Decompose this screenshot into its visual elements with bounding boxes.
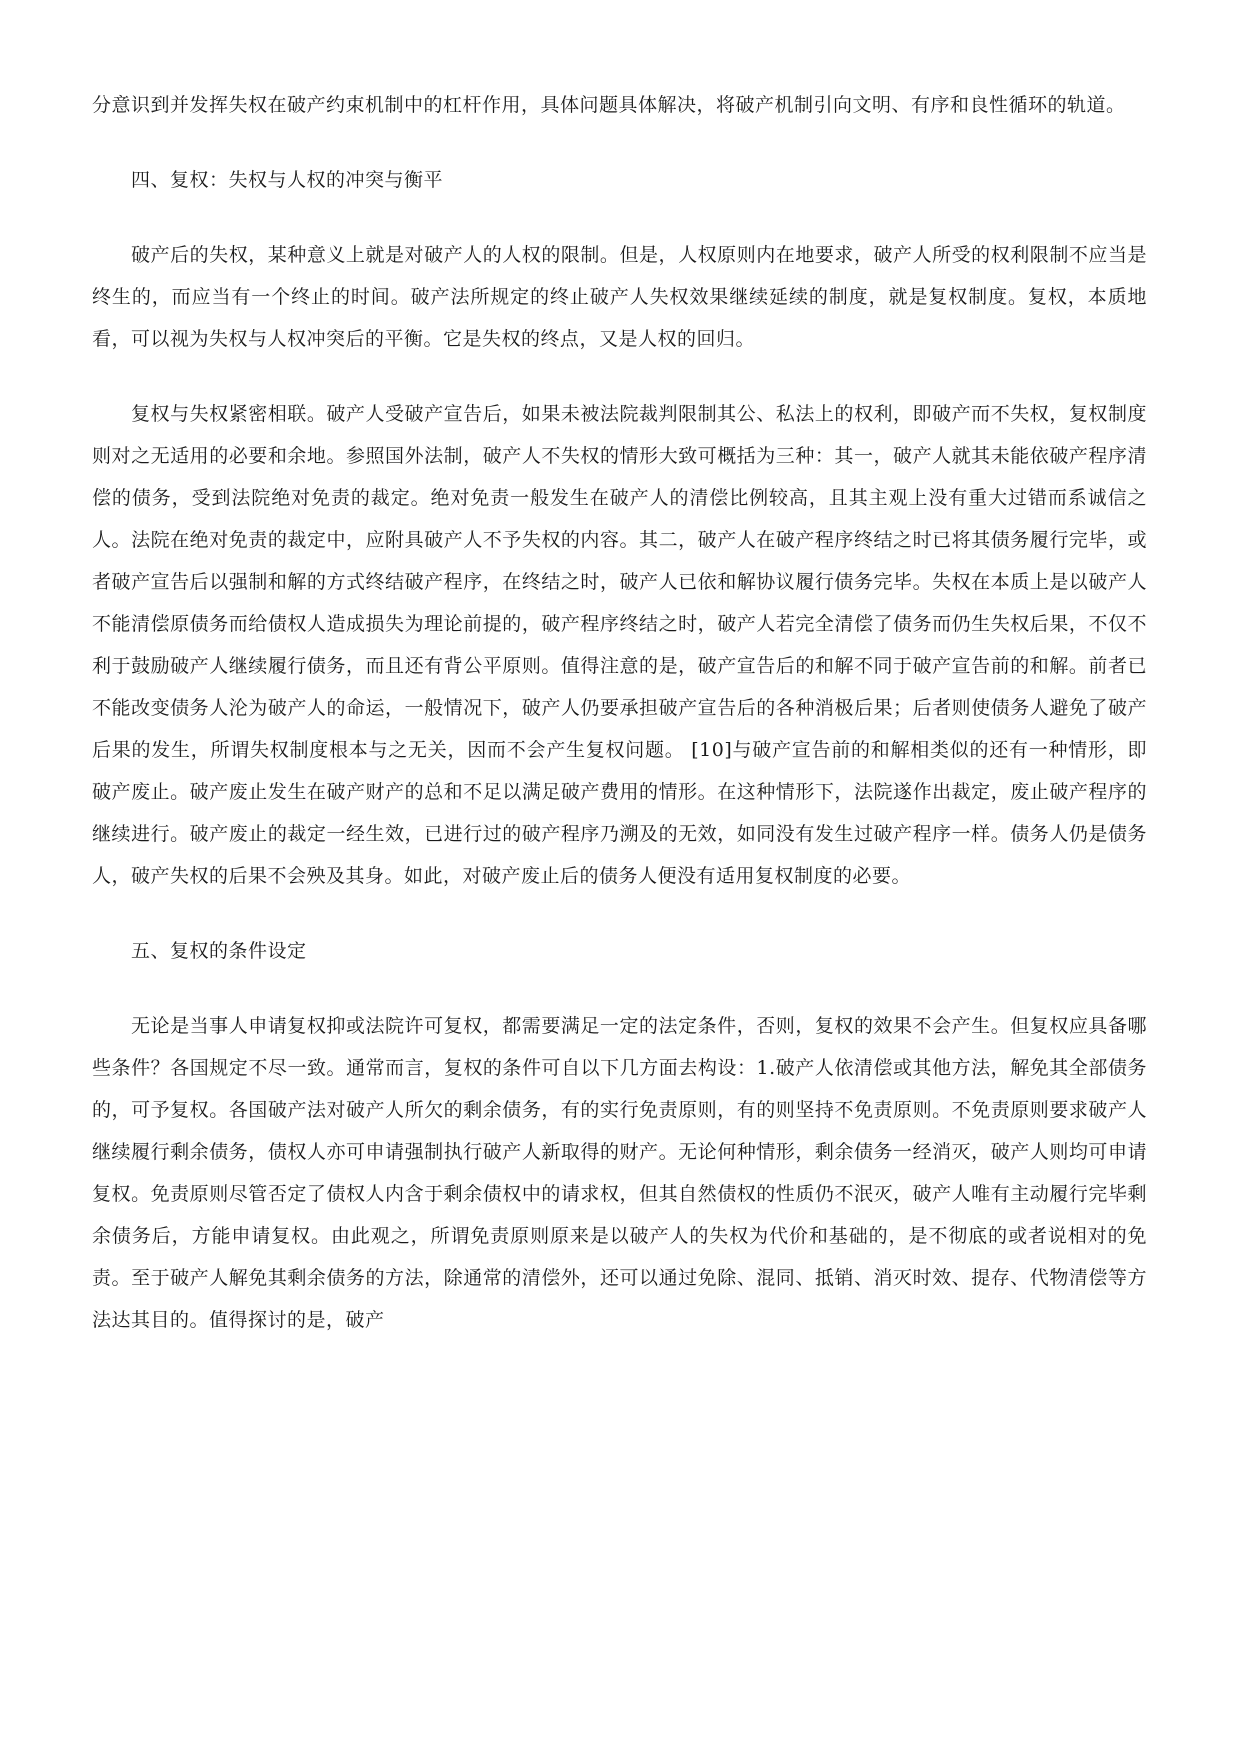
section-heading-5: 五、复权的条件设定 bbox=[131, 940, 307, 962]
section-heading-4: 四、复权：失权与人权的冲突与衡平 bbox=[131, 169, 444, 191]
paragraph-rehabilitation-relation: 复权与失权紧密相联。破产人受破产宣告后，如果未被法院裁判限制其公、私法上的权利，即破产而不失权，复权制度则对之无适用的必要和余地。参照国外法制，破产人不失权的情形大致可概括为三种：其一，破产人就其未能依破产程序清偿的债务，受到法院绝对免责的裁定。绝对免责一般发生在破产人的清偿比例较高，且其主观上没有重大过错而系诚信之人。法院在绝对免责的裁定中，应附具破产人不予失权的内容。其二，破产人在破产程序终结之时已将其债务履行完毕，或者破产宣告后以强制和解的方式终结破产程序，在终结之时，破产人已依和解协议履行债务完毕。失权在本质上是以破产人不能清偿原债务而给债权人造成损失为理论前提的，破产程序终结之时，破产人若完全清偿了债务而仍生失权后果，不仅不利于鼓励破产人继续履行债务，而且还有背公平原则。值得注意的是，破产宣告后的和解不同于破产宣告前的和解。前者已不能改变债务人沦为破产人的命运，一般情况下，破产人仍要承担破产宣告后的各种消极后果；后者则使债务人避免了破产后果的发生，所谓失权制度根本与之无关，因而不会产生复权问题。 [10]与破产宣告前的和解相类似的还有一种情形，即破产废止。破产废止发生在破产财产的总和不足以满足破产费用的情形。在这种情形下，法院遂作出裁定，废止破产程序的继续进行。破产废止的裁定一经生效，已进行过的破产程序乃溯及的无效，如同没有发生过破产程序一样。债务人仍是债务人，破产失权的后果不会殃及其身。如此，对破产废止后的债务人便没有适用复权制度的必要。 bbox=[92, 403, 1147, 887]
paragraph-rehabilitation-conditions: 无论是当事人申请复权抑或法院许可复权，都需要满足一定的法定条件，否则，复权的效果不会产生。但复权应具备哪些条件？各国规定不尽一致。通常而言，复权的条件可自以下几方面去构设：1.破产人依清偿或其他方法，解免其全部债务的，可予复权。各国破产法对破产人所欠的剩余债务，有的实行免责原则，有的则坚持不免责原则。不免责原则要求破产人继续履行剩余债务，债权人亦可申请强制执行破产人新取得的财产。无论何种情形，剩余债务一经消灭，破产人则均可申请复权。免责原则尽管否定了债权人内含于剩余债权中的请求权，但其自然债权的性质仍不泯灭，破产人唯有主动履行完毕剩余债务后，方能申请复权。由此观之，所谓免责原则原来是以破产人的失权为代价和基础的，是不彻底的或者说相对的免责。至于破产人解免其剩余债务的方法，除通常的清偿外，还可以通过免除、混同、抵销、消灭时效、提存、代物清偿等方法达其目的。值得探讨的是，破产 bbox=[92, 1015, 1147, 1331]
paragraph-continuation: 分意识到并发挥失权在破产约束机制中的杠杆作用，具体问题具体解决，将破产机制引向文明、有序和良性循环的轨道。 bbox=[92, 94, 1126, 116]
document-body bbox=[92, 84, 1147, 1374]
paragraph-rehabilitation-intro: 破产后的失权，某种意义上就是对破产人的人权的限制。但是，人权原则内在地要求，破产人所受的权利限制不应当是终生的，而应当有一个终止的时间。破产法所规定的终止破产人失权效果继续延续的制度，就是复权制度。复权，本质地看，可以视为失权与人权冲突后的平衡。它是失权的终点，又是人权的回归。 bbox=[92, 244, 1147, 350]
